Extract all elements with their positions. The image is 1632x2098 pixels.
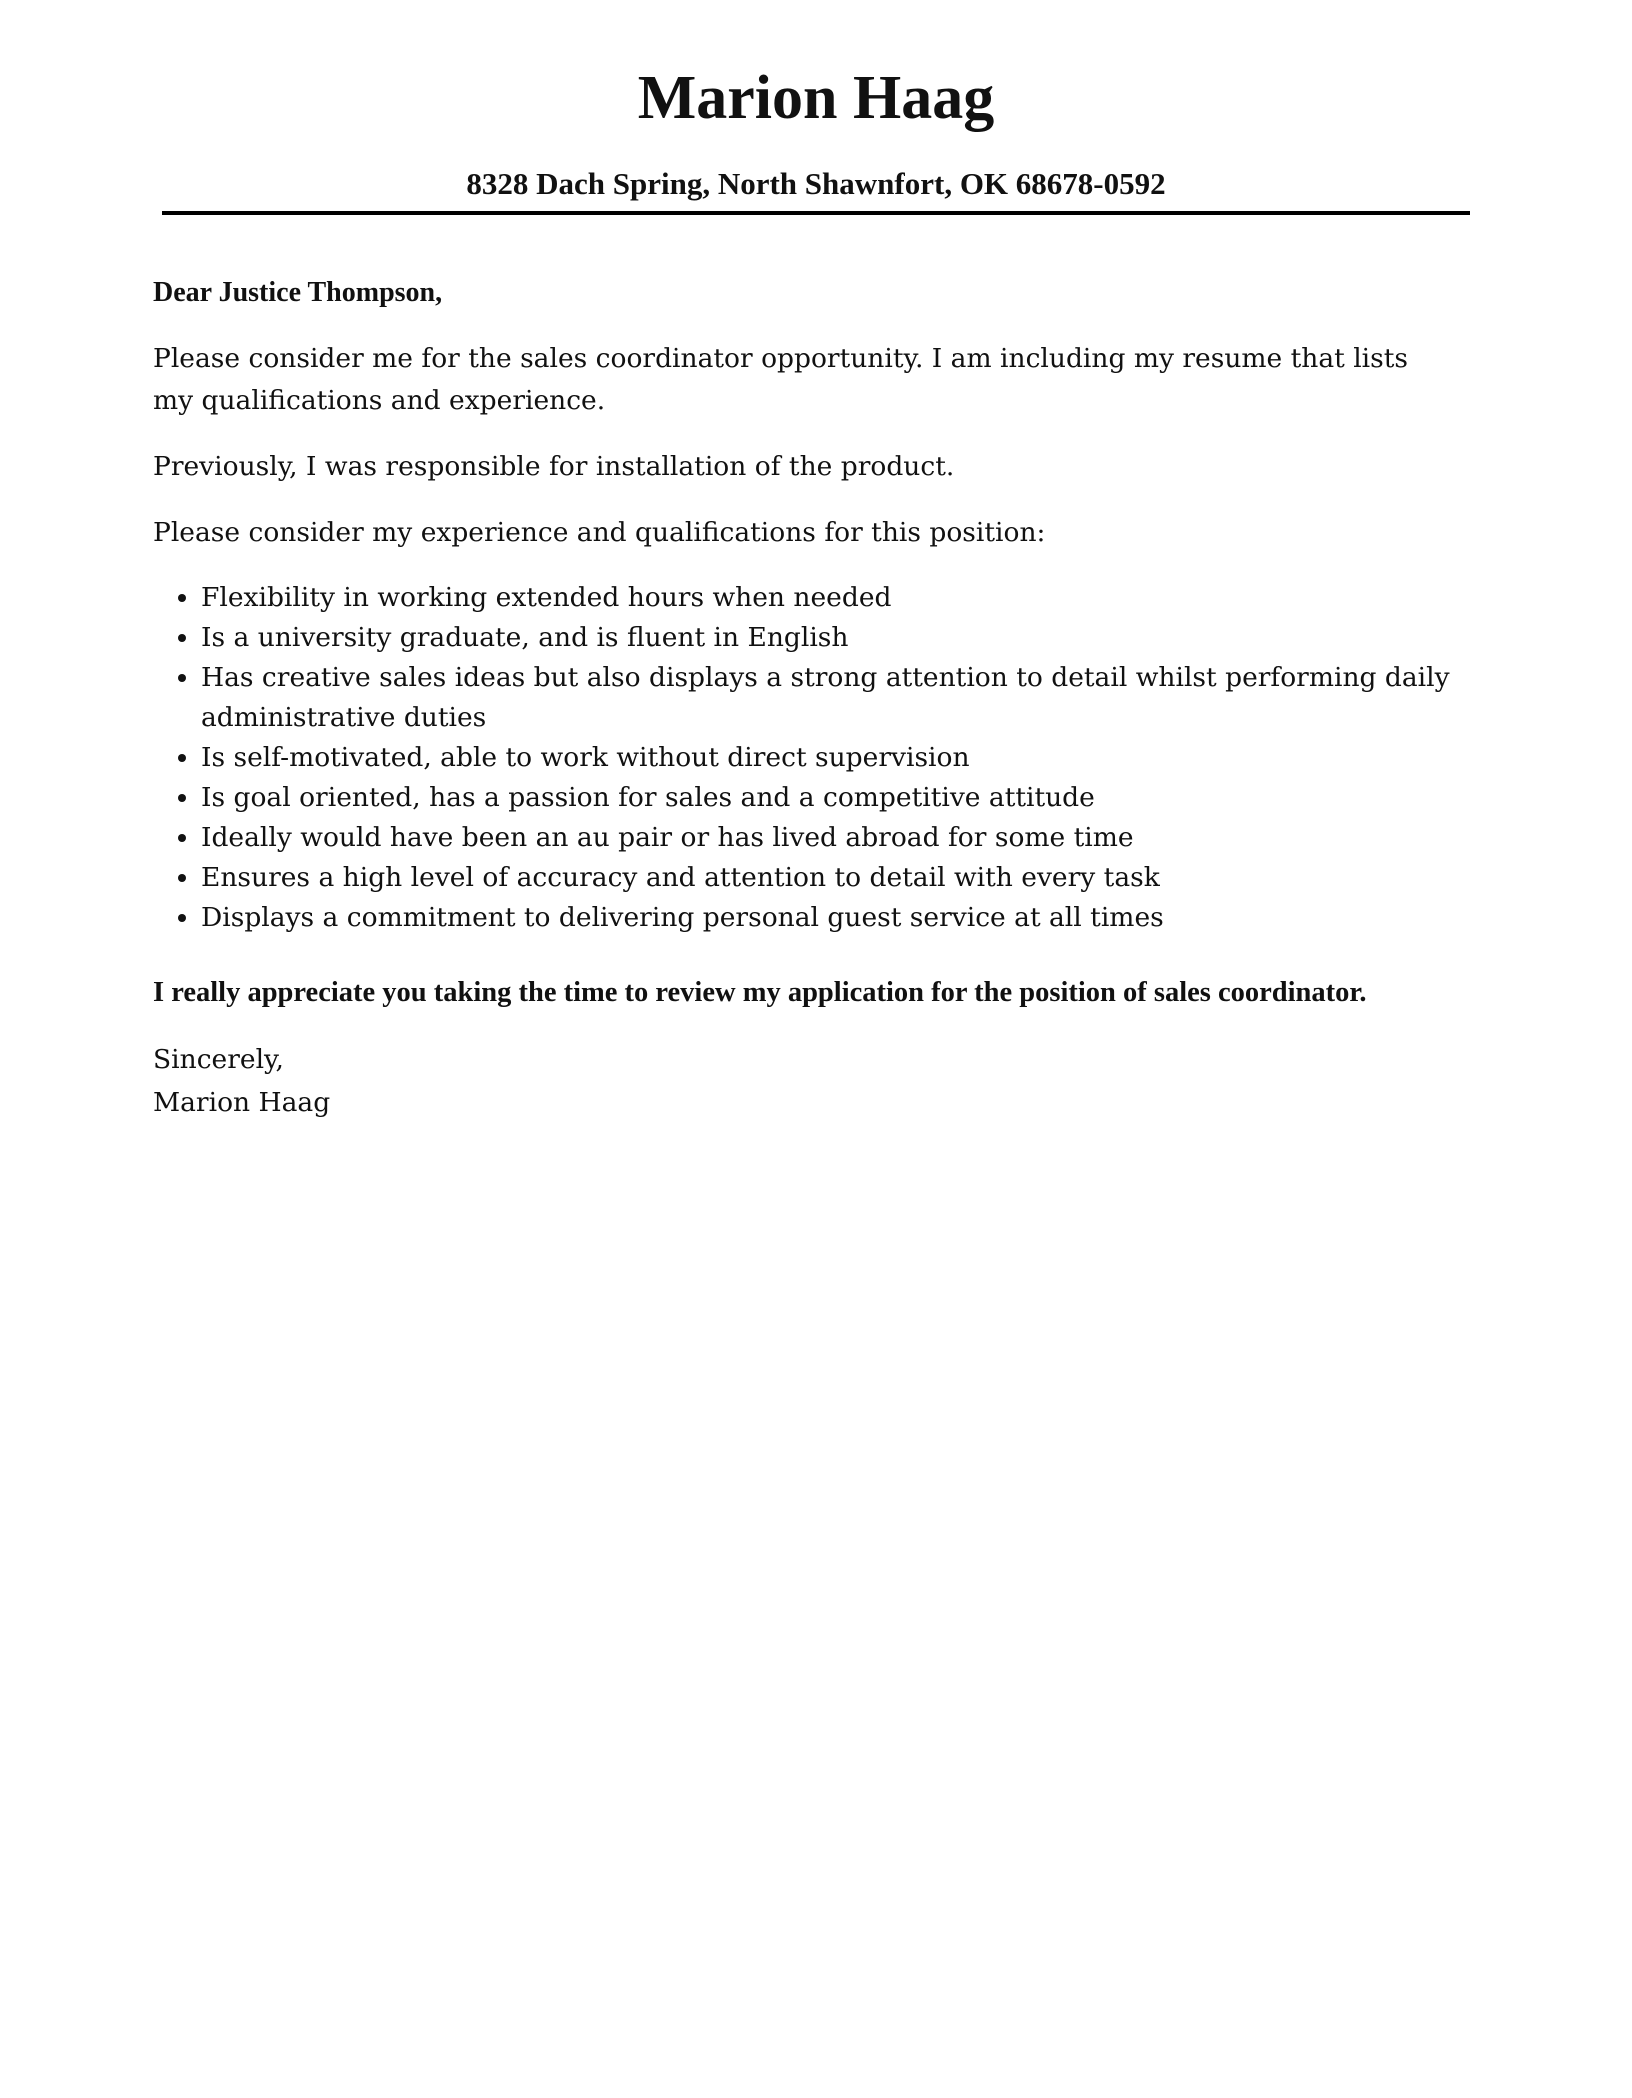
header-divider: [162, 211, 1470, 215]
list-item: • Has creative sales ideas but also displays a strong attention to detail whilst performing daily administrative duties: [201, 658, 1453, 738]
sender-address: 8328 Dach Spring, North Shawnfort, OK 68678-0592: [466, 166, 1166, 201]
signature-name: Marion Haag: [153, 1087, 331, 1118]
letter-body: [153, 272, 1453, 1124]
qualifications-list: [153, 578, 1453, 938]
qualifications-intro: Please consider my experience and qualifications for this position:: [153, 517, 1046, 548]
list-item: • Displays a commitment to delivering personal guest service at all times: [201, 898, 1453, 938]
list-item: • Ensures a high level of accuracy and attention to detail with every task: [201, 858, 1453, 898]
list-item: • Flexibility in working extended hours when needed: [201, 578, 1453, 618]
experience-paragraph: Previously, I was responsible for installation of the product.: [153, 451, 955, 482]
salutation: Dear Justice Thompson,: [153, 277, 443, 308]
intro-paragraph: Please consider me for the sales coordinator opportunity. I am including my resume that lists my qualifications and experience.: [153, 343, 1409, 416]
closing-statement: I really appreciate you taking the time to review my application for the position of sales coordinator.: [153, 977, 1367, 1008]
sender-name: Marion Haag: [637, 64, 995, 132]
signoff: Sincerely,: [153, 1044, 284, 1075]
list-item: • Is a university graduate, and is fluent in English: [201, 618, 1453, 658]
list-item: • Is goal oriented, has a passion for sales and a competitive attitude: [201, 778, 1453, 818]
list-item: • Is self-motivated, able to work without direct supervision: [201, 738, 1453, 778]
list-item: • Ideally would have been an au pair or has lived abroad for some time: [201, 818, 1453, 858]
